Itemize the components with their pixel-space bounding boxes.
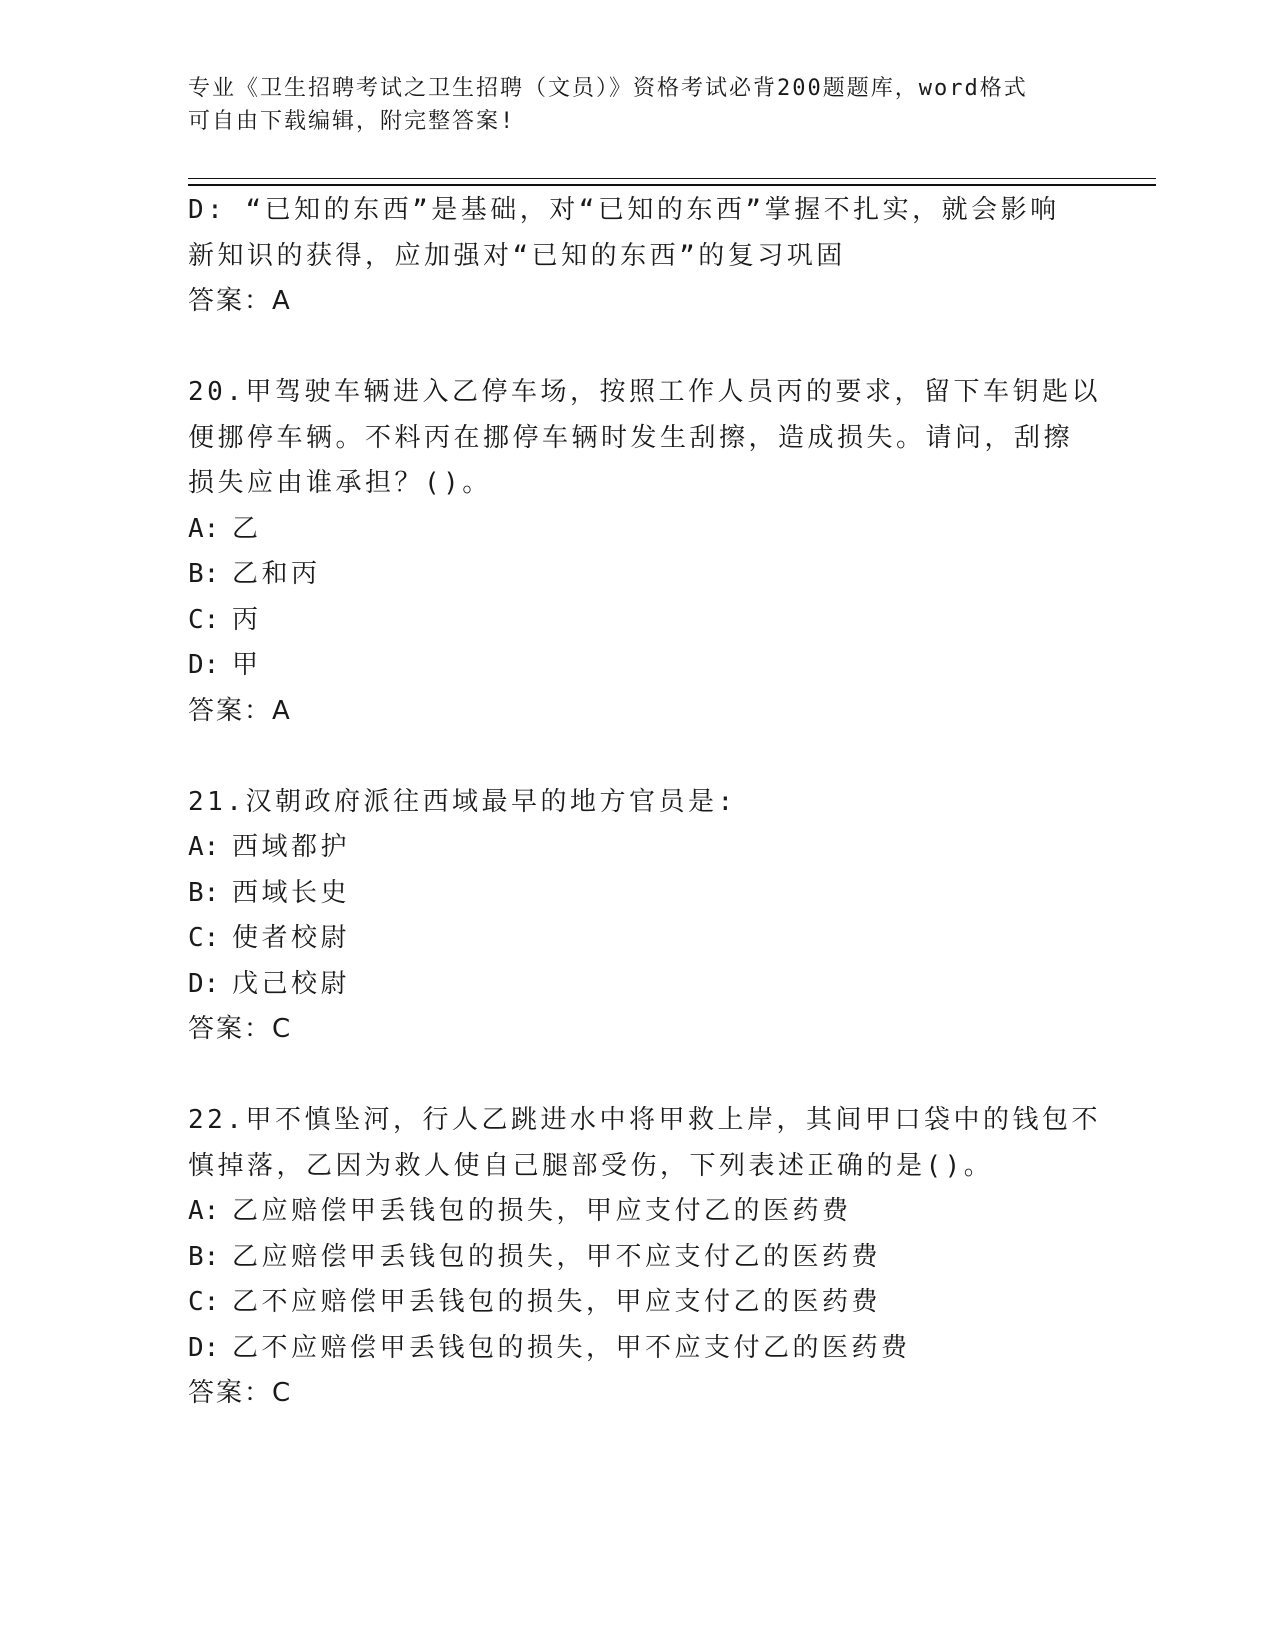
option-key: D: xyxy=(188,968,220,999)
option-text: 甲 xyxy=(232,650,262,680)
option-text: 丙 xyxy=(232,604,262,635)
previous-question-tail xyxy=(188,188,1088,325)
option-b xyxy=(188,552,1088,598)
spacer xyxy=(188,325,1088,371)
option-key: C: xyxy=(188,923,220,953)
option-text: 戊己校尉 xyxy=(232,968,351,999)
question-22 xyxy=(188,1098,1101,1417)
question-text-line-1: 21.汉朝政府派往西域最早的地方官员是: xyxy=(188,786,737,817)
answer: 答案：A xyxy=(188,286,292,316)
option-text: 乙 xyxy=(232,513,262,544)
question-21 xyxy=(188,780,1088,1053)
header-line-2: 可自由下载编辑，附完整答案! xyxy=(188,109,516,134)
option-a xyxy=(188,825,1088,871)
option-b xyxy=(188,871,1088,917)
option-text: 使者校尉 xyxy=(232,923,351,953)
option-d xyxy=(188,643,1088,689)
option-key: D: xyxy=(188,650,220,680)
option-b xyxy=(188,1235,1088,1281)
question-text-line-2: 便挪停车辆。不料丙在挪停车辆时发生刮擦，造成损失。请问，刮擦 xyxy=(188,422,1074,453)
option-key: C: xyxy=(188,1287,220,1317)
option-key: B: xyxy=(188,877,220,908)
option-c xyxy=(188,916,1088,962)
option-d-line-2: 新知识的获得，应加强对“已知的东西”的复习巩固 xyxy=(188,240,846,271)
option-text: 乙应赔偿甲丢钱包的损失，甲应支付乙的医药费 xyxy=(232,1196,852,1226)
question-text-line-1: 22.甲不慎坠河，行人乙跳进水中将甲救上岸，其间甲口袋中的钱包不 xyxy=(188,1105,1101,1135)
option-text: 乙不应赔偿甲丢钱包的损失，甲不应支付乙的医药费 xyxy=(232,1332,911,1363)
option-d-line-1: D: “已知的东西”是基础，对“已知的东西”掌握不扎实，就会影响 xyxy=(188,195,1060,225)
header-line-1: 专业《卫生招聘考试之卫生招聘（文员）》资格考试必背200题题库，word格式 xyxy=(188,76,1028,101)
option-text: 西域长史 xyxy=(232,877,351,908)
option-a xyxy=(188,507,1088,553)
option-key: B: xyxy=(188,1241,220,1272)
answer: 答案：C xyxy=(188,1378,293,1408)
option-key: A: xyxy=(188,513,220,544)
option-key: D: xyxy=(188,1332,220,1363)
option-key: B: xyxy=(188,559,220,589)
option-text: 乙不应赔偿甲丢钱包的损失，甲应支付乙的医药费 xyxy=(232,1287,882,1317)
option-d xyxy=(188,962,1088,1008)
document-body xyxy=(188,188,1101,1417)
question-text-line-3: 损失应由谁承担？()。 xyxy=(188,468,492,498)
answer: 答案：C xyxy=(188,1014,293,1044)
header-divider xyxy=(188,178,1156,186)
question-20 xyxy=(188,370,1101,734)
option-c xyxy=(188,1280,1088,1326)
option-key: A: xyxy=(188,1196,220,1226)
option-key: C: xyxy=(188,604,220,635)
question-text-line-1: 20.甲驾驶车辆进入乙停车场，按照工作人员丙的要求，留下车钥匙以 xyxy=(188,377,1101,407)
question-text-line-2: 慎掉落，乙因为救人使自己腿部受伤，下列表述正确的是()。 xyxy=(188,1150,994,1181)
answer: 答案：A xyxy=(188,695,292,726)
option-a xyxy=(188,1189,1088,1235)
option-text: 乙应赔偿甲丢钱包的损失，甲不应支付乙的医药费 xyxy=(232,1241,882,1272)
page-header xyxy=(188,72,1068,138)
option-text: 乙和丙 xyxy=(232,559,321,589)
option-c xyxy=(188,598,1088,644)
spacer xyxy=(188,1053,1088,1099)
option-text: 西域都护 xyxy=(232,832,351,862)
option-key: A: xyxy=(188,832,220,862)
spacer xyxy=(188,734,1088,780)
option-d xyxy=(188,1326,1088,1372)
